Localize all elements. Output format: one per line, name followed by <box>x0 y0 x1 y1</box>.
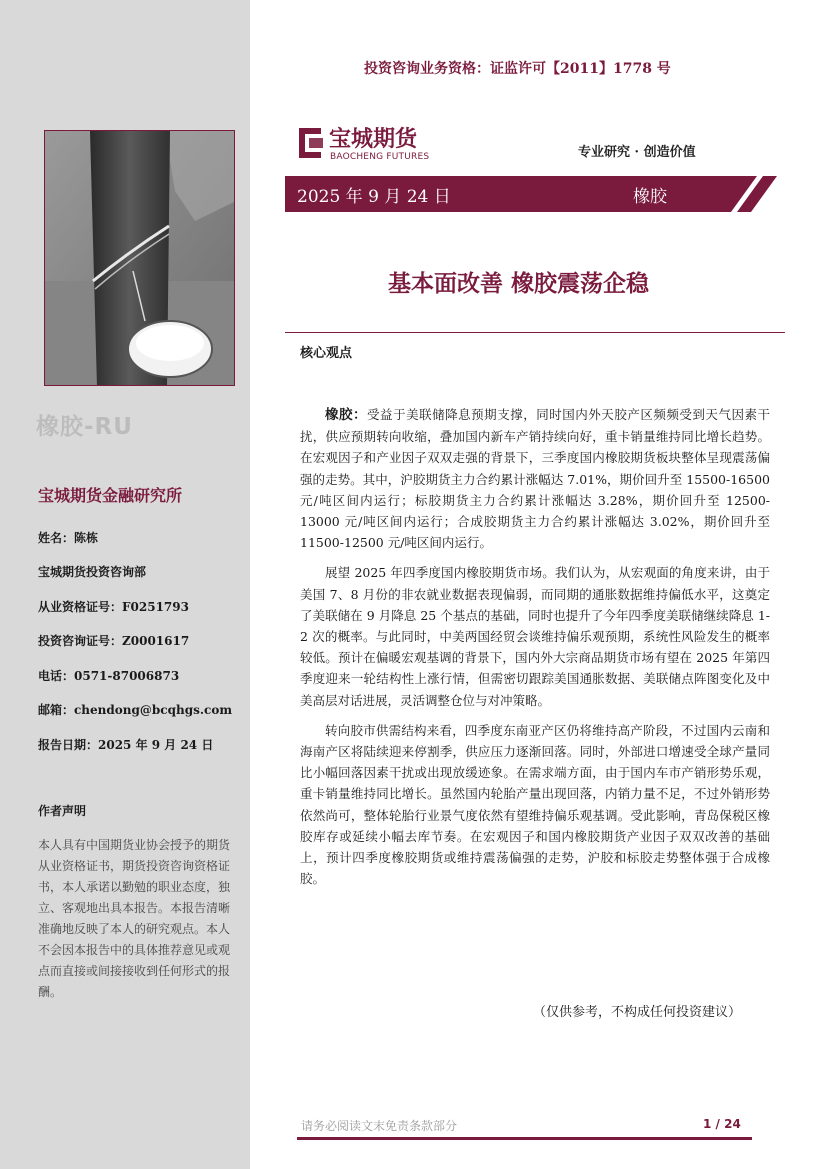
phone: 电话：0571-87006873 <box>38 669 180 683</box>
banner-date: 2025 年 9 月 24 日 <box>297 187 451 207</box>
banner-topic: 橡胶 <box>633 187 667 207</box>
paragraph-1-lead: 橡胶： <box>325 407 368 423</box>
report-body <box>300 404 770 898</box>
logo-mark-icon <box>293 124 329 162</box>
footer-divider <box>297 1137 752 1140</box>
sidebar-product-code: 橡胶-RU <box>36 414 133 440</box>
author-statement-body: 本人具有中国期货业协会授予的期货从业资格证书，期货投资咨询资格证书，本人承诺以勤勉的职业态度，独立、客观地出具本报告。本报告清晰准确地反映了本人的研究观点。本人不会因本报告中的具体推荐意见或观点而直接或间接接收到任何形式的报酬。 <box>38 838 231 999</box>
author-statement-title: 作者声明 <box>38 804 87 818</box>
department: 宝城期货投资咨询部 <box>38 565 147 579</box>
paragraph-1 <box>300 404 770 553</box>
rubber-tapping-photo <box>44 130 235 386</box>
sidebar <box>0 0 250 1169</box>
paragraph-1-text: 受益于美联储降息预期支撑，同时国内外天胶产区频频受到天气因素干扰，供应预期转向收缩，叠加国内新车产销持续向好，重卡销量维持同比增长趋势。在宏观因子和产业因子双双走强的背景下，三季度国内橡胶期货板块整体呈现震荡偏强的走势。其中，沪胶期货主力合约累计涨幅达 7.01%，期价回升至 15500-16500 元/吨区间内运行；标胶期货主力合约累计涨幅达 3.28%，期价回升至 12500-13000 元/吨区间内运行；合成胶期货主力合约累计涨幅达 3.02%，期价回升至 11500-12500 元/吨区间内运行。 <box>300 407 770 551</box>
report-date: 报告日期：2025 年 9 月 24 日 <box>38 738 214 752</box>
footer-notice: 请务必阅读文末免责条款部分 <box>301 1119 458 1133</box>
email[interactable]: 邮箱：chendong@bcqhgs.com <box>38 703 233 717</box>
paragraph-2: 展望 2025 年四季度国内橡胶期货市场。我们认为，从宏观面的角度来讲，由于美国 7、8 月份的非农就业数据表现偏弱，而同期的通胀数据维持偏低水平，这奠定了美联储在 9 月降息 25 个基点的基础，同时也提升了今年四季度美联储继续降息 1-2 次的概率。与此同时，中美两国经贸会谈维持偏乐观预期，系统性风险发生的概率较低。预计在偏暖宏观基调的背景下，国内外大宗商品期货市场有望在 2025 年第四季度迎来一轮结构性上涨行情，但需密切跟踪美国通胀数据、美联储点阵图变化及中美高层对话进展，灵活调整仓位与对冲策略。 <box>300 565 770 708</box>
report-headline: 基本面改善 橡胶震荡企稳 <box>388 271 650 297</box>
date-topic-banner <box>285 176 785 212</box>
headline-divider <box>285 332 785 333</box>
paragraph-3: 转向胶市供需结构来看，四季度东南亚产区仍将维持高产阶段，不过国内云南和海南产区将陆续迎来停割季，供应压力逐渐回落。同时，外部进口增速受全球产量同比小幅回落因素干扰或出现放缓迹象。在需求端方面，由于国内车市产销形势乐观，重卡销量维持同比增长。虽然国内轮胎产量出现回落，内销力量不足，不过外销形势依然尚可，整体轮胎行业景气度依然有望维持偏乐观基调。受此影响，青岛保税区橡胶库存或延续小幅去库节奏。在宏观因子和国内橡胶期货产业因子双双改善的基础上，预计四季度橡胶期货或维持震荡偏强的走势，沪胶和标胶走势整体强于合成橡胶。 <box>300 722 770 887</box>
logo-english-text: BAOCHENG FUTURES <box>330 152 430 162</box>
disclaimer: （仅供参考，不构成任何投资建议） <box>533 1005 742 1020</box>
qualification-number: 从业资格证号：F0251793 <box>38 600 189 614</box>
slogan: 专业研究 · 创造价值 <box>578 145 696 160</box>
section-title: 核心观点 <box>300 346 353 361</box>
institute-name: 宝城期货金融研究所 <box>38 486 183 505</box>
author-name: 姓名：陈栋 <box>38 531 99 545</box>
page-number: 1 / 24 <box>703 1117 741 1131</box>
logo-chinese-text: 宝城期货 <box>329 127 418 152</box>
company-logo <box>293 124 443 164</box>
consulting-number: 投资咨询证号：Z0001617 <box>38 634 190 648</box>
license-line: 投资咨询业务资格：证监许可【2011】1778 号 <box>364 61 671 77</box>
